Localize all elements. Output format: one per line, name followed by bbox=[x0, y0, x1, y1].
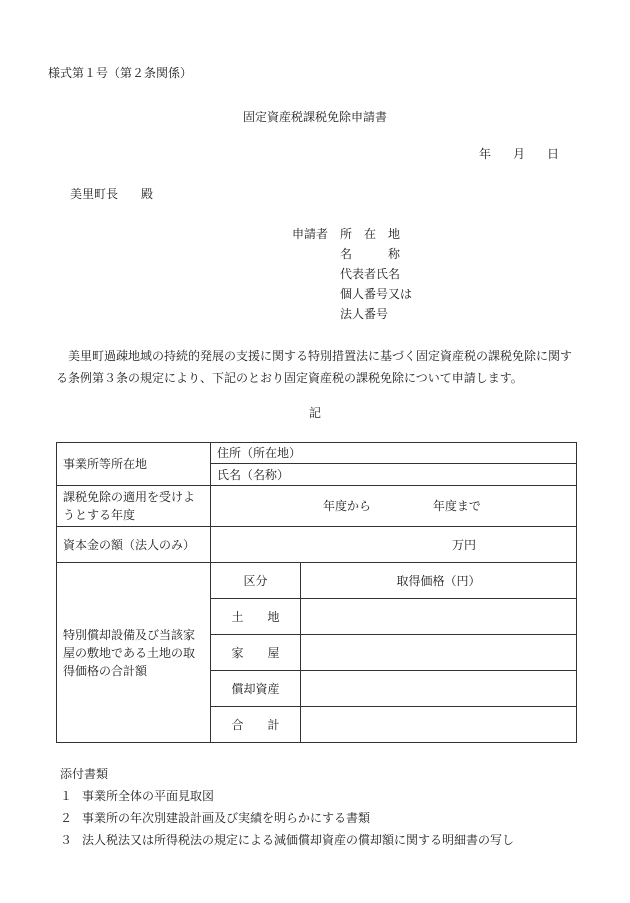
category-land: 土 地 bbox=[211, 599, 301, 635]
name-field: 氏名（名称） bbox=[211, 464, 577, 486]
applicant-id-label-line1: 個人番号又は bbox=[340, 287, 413, 301]
attachment-item bbox=[60, 829, 514, 851]
attachments bbox=[60, 763, 514, 851]
year-to-text: 年度まで bbox=[432, 499, 481, 513]
price-depreciable-assets bbox=[301, 671, 577, 707]
ki-heading: 記 bbox=[308, 406, 321, 420]
category-header: 区分 bbox=[211, 563, 301, 599]
addressee-name: 美里町長 bbox=[70, 187, 119, 201]
price-total bbox=[301, 707, 577, 743]
acquisition-price-label: 特別償却設備及び当該家屋の敷地である土地の取得価格の合計額 bbox=[57, 563, 211, 743]
applicant-heading: 申請者 bbox=[292, 227, 329, 241]
attachment-number: ２ bbox=[60, 811, 73, 825]
addressee-honorific: 殿 bbox=[141, 187, 154, 201]
exemption-years-field bbox=[211, 486, 577, 527]
date-year: 年 bbox=[479, 147, 492, 161]
applicant-representative-label: 代表者氏名 bbox=[340, 267, 401, 281]
attachment-text: 事業所全体の平面見取図 bbox=[82, 789, 215, 803]
category-building: 家 屋 bbox=[211, 635, 301, 671]
attachment-number: １ bbox=[60, 789, 73, 803]
attachments-heading: 添付書類 bbox=[60, 767, 109, 781]
attachment-item bbox=[60, 785, 514, 807]
document-title: 固定資産税課税免除申請書 bbox=[242, 110, 387, 124]
date-month: 月 bbox=[513, 147, 526, 161]
applicant-id-label-line2: 法人番号 bbox=[340, 307, 389, 321]
applicant-address-label: 所 在 地 bbox=[340, 227, 401, 241]
applicant-name-label: 名 称 bbox=[340, 247, 401, 261]
exemption-years-label: 課税免除の適用を受けようとする年度 bbox=[57, 486, 211, 527]
attachment-number: ３ bbox=[60, 833, 73, 847]
price-building bbox=[301, 635, 577, 671]
application-statement: 美里町過疎地域の持続的発展の支援に関する特別措置法に基づく固定資産税の課税免除に関する条例第３条の規定により、下記のとおり固定資産税の課税免除について申請します。 bbox=[56, 349, 573, 385]
price-land bbox=[301, 599, 577, 635]
office-location-label: 事業所等所在地 bbox=[57, 443, 211, 486]
attachment-text: 事業所の年次別建設計画及び実績を明らかにする書類 bbox=[82, 811, 371, 825]
date-day: 日 bbox=[547, 147, 560, 161]
price-header: 取得価格（円） bbox=[301, 563, 577, 599]
capital-field: 万円 bbox=[211, 527, 577, 563]
attachment-item bbox=[60, 807, 514, 829]
attachment-text: 法人税法又は所得税法の規定による減価償却資産の償却額に関する明細書の写し bbox=[82, 833, 515, 847]
capital-label: 資本金の額（法人のみ） bbox=[57, 527, 211, 563]
category-depreciable-assets: 償却資産 bbox=[211, 671, 301, 707]
year-from-text: 年度から bbox=[323, 499, 372, 513]
application-table bbox=[56, 442, 577, 743]
address-field: 住所（所在地） bbox=[211, 443, 577, 464]
form-number: 様式第１号（第２条関係） bbox=[48, 66, 193, 80]
category-total: 合 計 bbox=[211, 707, 301, 743]
